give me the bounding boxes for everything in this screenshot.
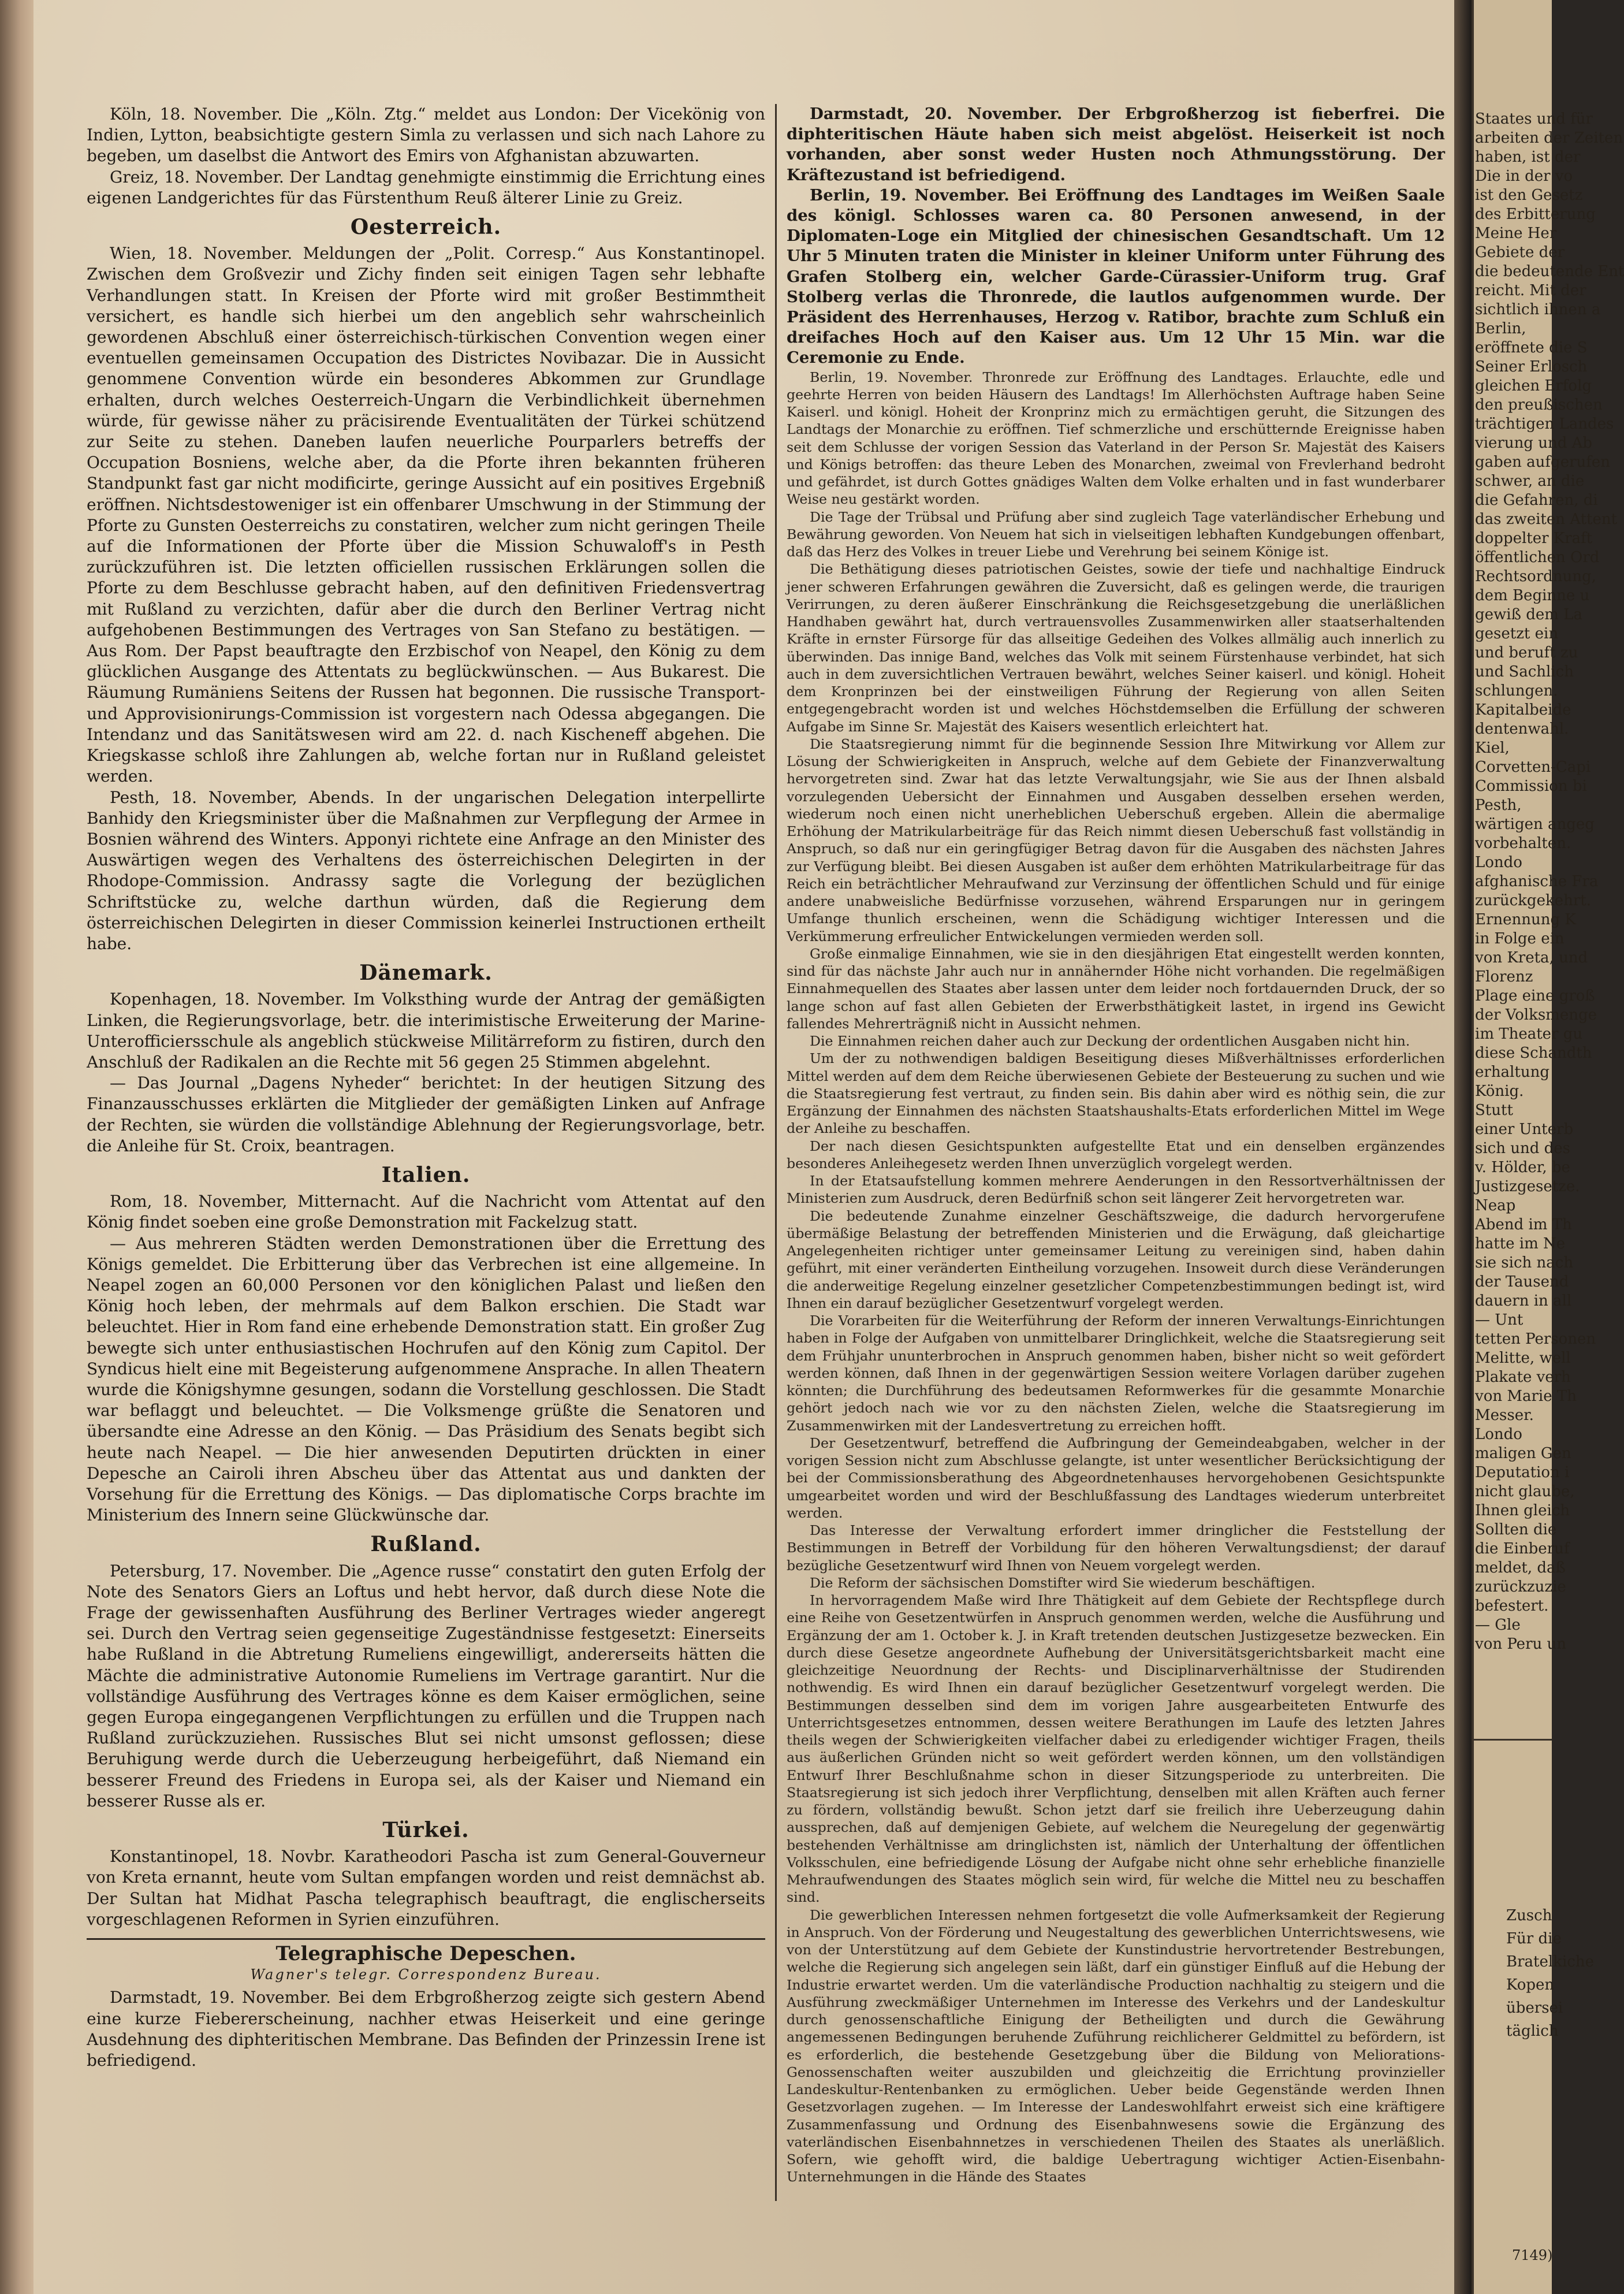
facing-page-line: der Volksmenge (1475, 1006, 1597, 1024)
book-gutter (1454, 0, 1472, 2294)
section-heading-russland: Rußland. (370, 1532, 482, 1557)
facing-page-line: gesetzt ein (1475, 625, 1559, 642)
telegrams-heading: Telegraphische Depeschen. (275, 1942, 576, 1966)
facing-page-line: das zweiten Attent (1475, 511, 1618, 528)
facing-page-line: Rechtsordnung, (1475, 568, 1596, 585)
facing-page-line: Ihnen gleich (1475, 1502, 1570, 1519)
facing-page-line: zurückgekehrt. (1475, 892, 1591, 909)
book-binding (0, 0, 33, 2294)
throne-speech-paragraph: Die gewerblichen Interessen nehmen fortgesetzt die volle Aufmerksamkeit der Regierung in Anspruch. Von der Förderung und Neugestaltung des gewerblichen Unterrichtswesens, wie von der Unterstützung auf dem Gebiete der Kunstindustrie hervortretender Bestrebungen, welche die Regierung sich angelegen sein läßt, darf ein günstiger Einfluß auf die Hebung der Industrie erwartet werden. Um die vaterländische Production nachhaltig zu steigern und die Ausführung zweckmäßiger Unternehmen im Interesse des Verkehrs und der Landeskultur durch genossenschaftliche Einigung der Betheiligten und durch die Gewährung angemessenen Bedingungen beruhende Zuführung reichlicherer Geldmittel zu befördern, ist es erforderlich, die bestehende Gesetzgebung über die Bildung von Meliorations-Genossenschaften weiter auszubilden und gleichzeitig die Errichtung provinzieller Landeskultur-Rentenbanken zu ermöglichen. Ueber beide Gegenstände werden Ihnen Gesetzvorlagen zugehen. — Im Interesse der Landeswohlfahrt erweist sich eine kräftigere Zusammenfassung und Ordnung des Eisenbahnwesens sowie die Ergänzung des vaterländischen Eisenbahnnetzes in verschiedenen Theilen des Staates als unerläßlich. Sofern, wie gehofft wird, die baldige Uebertragung wichtiger Actien-Eisenbahn-Unternehmungen in die Hände des Staates (787, 1906, 1445, 2185)
facing-page-line: Kapitalbeide (1475, 701, 1571, 719)
facing-page-line: die bedeutende Ent (1475, 263, 1624, 280)
facing-page-line: dauern in all (1475, 1292, 1572, 1310)
facing-page-line: doppelter Kraft (1475, 530, 1593, 547)
facing-page-line: öffentlichen Ord (1475, 549, 1600, 566)
facing-page-line: maligen Gen (1475, 1445, 1571, 1462)
throne-speech-paragraph: Große einmalige Einnahmen, wie sie in den diesjährigen Etat eingestellt werden konnten, sind für das nächste Jahr auch nur in annähernder Höhe nicht vorhanden. Die regelmäßigen Einnahmequellen des Staates aber lassen unter dem leider noch fortdauernden Druck, der so lange schon auf fast allen Gebieten der Erwerbsthätigkeit lastet, in irgend ins Gewicht fallendes Mehrerträgniß nicht in Aussicht nehmen. (787, 945, 1445, 1032)
facing-page-line: Plage eine groß (1475, 987, 1595, 1005)
facing-page-line: Commission bi (1475, 778, 1587, 795)
facing-page-line: vorbehalten. (1475, 835, 1571, 852)
article-koeln: Köln, 18. November. Die „Köln. Ztg.“ meldet aus London: Der Vicekönig von Indien, Lytton, beabsichtigte gestern Simla zu verlassen und sich nach Lahore zu begeben, um daselbst die Antwort des Emirs von Afghanistan abzuwarten. (87, 105, 765, 166)
facing-page-line: Die in der vo (1475, 168, 1573, 185)
article-wien: Wien, 18. November. Meldungen der „Polit. Corresp.“ Aus Konstantinopel. Zwischen dem Großvezir und Zichy finden seit einigen Tagen sehr lebhafte Verhandlungen statt. In Kreisen der Pforte wird mit großer Bestimmtheit versichert, es handle sich hierbei um den angeblich sehr wahrscheinlich gewordenen Abschluß einer österreichisch-türkischen Convention wegen einer eventuellen gemeinsamen Occupation des Districtes Novibazar. Die in Aussicht genommene Convention würde ein besonderes Abkommen zur Grundlage erhalten, durch welches Oesterreich-Ungarn die Verbindlichkeit übernehmen würde, für gewisse näher zu präcisirende Eventualitäten der Türkei schützend zur Seite zu stehen. Daneben laufen neuerliche Pourparlers betreffs der Occupation Bosniens, welche aber, da die Pforte ihren bekannten früheren Standpunkt fast gar nicht modificirte, geringe Aussicht auf ein positives Ergebniß eröffnen. Nichtsdestoweniger ist ein offenbarer Umschwung in der Stimmung der Pforte zu Gunsten Oesterreichs zu constatiren, welcher zum nicht geringen Theile auf die Informationen der Pforte über die Mission Schuwaloff's in Pesth zurückzuführen ist. Die letzten officiellen russischen Erklärungen sollen die Pforte zu dem Beschlusse gebracht haben, auf den definitiven Friedensvertrag mit Rußland zu verzichten, dafür aber die durch den Berliner Vertrag nicht aufgehobenen Bestimmungen des Vertrages von San Stefano zu bestätigen. — Aus Rom. Der Papst beauftragte den Erzbischof von Neapel, den König zu dem glücklichen Ausgange des Attentats zu beglückwünschen. — Aus Bukarest. Die Räumung Rumäniens Seitens der Russen hat begonnen. Die russische Transport- und Approvisionirungs-Commission ist vorgestern nach Odessa abgegangen. Die Intendanz und das Sanitätswesen wird am 22. d. nach Kischeneff abgehen. Die Kriegskasse schloß ihre Zahlungen ab, welche fortan nur in Rußland geleistet werden. (87, 244, 765, 786)
throne-speech-paragraph: Die Tage der Trübsal und Prüfung aber sind zugleich Tage vaterländischer Erhebung und Bewährung geworden. Von Neuem hat sich in vielseitigen lebhaften Kundgebungen offenbart, daß das Herz des Volkes in treuer Liebe und Verehrung bei seinem Könige ist. (787, 508, 1445, 560)
facing-page-line: Londo (1475, 854, 1522, 871)
section-heading-daenemark: Dänemark. (359, 961, 493, 986)
facing-page-line: einer Unterb (1475, 1121, 1574, 1138)
facing-page-line: Messer. (1475, 1407, 1534, 1424)
facing-page-line: schwer, an die (1475, 473, 1585, 490)
facing-page-line: diese Schandth (1475, 1044, 1592, 1062)
facing-page-line: Pesth, (1475, 797, 1522, 814)
facing-page-line: reicht. Mit der (1475, 282, 1586, 299)
section-heading-italien: Italien. (381, 1162, 471, 1187)
facing-page-line: Sollten die (1475, 1521, 1557, 1538)
column-rule (775, 104, 777, 2201)
left-column (87, 104, 765, 2071)
throne-speech-paragraph: Berlin, 19. November. Thronrede zur Eröffnung des Landtages. Erlauchte, edle und geehrte Herren von beiden Häusern des Landtags! Im Allerhöchsten Auftrage haben Seine Kaiserl. und königl. Hoheit der Kronprinz mich zu ermächtigen geruht, die Sitzungen des Landtags der Monarchie zu eröffnen. Tief schmerzliche und erschütternde Ereignisse haben seit dem Schlusse der vorigen Session das Vaterland in der Person Sr. Majestät des Kaisers und Königs betroffen: das theure Leben des Monarchen, zweimal von Frevlerhand bedroht und gefährdet, ist durch Gottes gnädiges Walten dem Volke erhalten und in fast wunderbarer Weise neu gestärkt worden. (787, 369, 1445, 508)
facing-page-line: Deputation i (1475, 1464, 1570, 1481)
facing-page-line: eröffnete die S (1475, 339, 1588, 356)
facing-page-line: meldet, daß (1475, 1559, 1566, 1577)
facing-page-line: v. Hölder, be (1475, 1159, 1570, 1176)
facing-page-line: Corvetten-Capi (1475, 759, 1591, 776)
facing-page-line: Berlin, (1475, 320, 1526, 337)
article-greiz: Greiz, 18. November. Der Landtag genehmigte einstimmig die Errichtung eines eigenen Landgerichtes für das Fürstenthum Reuß älterer Linie zu Greiz. (87, 167, 765, 207)
article-darmstadt-20: Darmstadt, 20. November. Der Erbgroßherzog ist fieberfrei. Die diphteritischen Häute haben sich meist abgelöst. Heiserkeit ist noch vorhanden, aber sonst weder Husten noch Athmungsstörung. Der Kräftezustand ist befriedigend. (787, 105, 1445, 184)
facing-page-line: erhaltung (1475, 1064, 1549, 1081)
facing-page-line: Neap (1475, 1197, 1516, 1214)
throne-speech-paragraph: Der nach diesen Gesichtspunkten aufgestellte Etat und ein denselben ergänzendes besonderes Anleihegesetz werden Ihnen unverzüglich vorgelegt werden. (787, 1137, 1445, 1172)
facing-page-line: täglich (1506, 2022, 1559, 2040)
facing-page-line: Meine Her (1475, 225, 1557, 242)
section-divider (87, 1938, 765, 1940)
facing-page-line: ist den Gesetz (1475, 187, 1583, 204)
facing-page-line: wärtigen angeg (1475, 816, 1595, 833)
facing-page-line: Plakate verh (1475, 1369, 1571, 1386)
facing-page-line: tetten Personen (1475, 1330, 1596, 1348)
telegrams-source: Wagner's telegr. Correspondenz Bureau. (250, 1966, 602, 1983)
facing-page-line: in Folge ein (1475, 930, 1565, 947)
facing-page-line: vierung und Ab (1475, 434, 1593, 452)
facing-page-line: Staates und für (1475, 110, 1593, 128)
facing-page-line: Londo (1475, 1426, 1522, 1443)
facing-page-line: haben, ist der (1475, 148, 1581, 166)
facing-page-line: Zusch (1506, 1907, 1552, 1924)
facing-page-line: Justizgesetze. (1475, 1178, 1580, 1195)
facing-page-line: nicht glaube, (1475, 1483, 1575, 1500)
facing-page-line: Gebiete der (1475, 244, 1565, 261)
throne-speech (787, 369, 1445, 2186)
throne-speech-paragraph: In der Etatsaufstellung kommen mehrere Aenderungen in den Ressortverhältnissen der Ministerien zum Ausdruck, deren Bedürfniß schon seit längerer Zeit hervorgetreten war. (787, 1173, 1445, 1207)
facing-page-line: arbeiten der Zeiten (1475, 129, 1623, 147)
facing-page-column-rule (1472, 0, 1474, 2294)
facing-page-line: gleichen Erfolg (1475, 377, 1592, 395)
facing-page-line: den preußischen (1475, 396, 1603, 414)
article-konstantinopel: Konstantinopel, 18. Novbr. Karatheodori Pascha ist zum General-Gouverneur von Kreta ernannt, heute vom Sultan empfangen worden und reist demnächst ab. Der Sultan hat Midhat Pascha telegraphisch beauftragt, die englischerseits vorgeschlagenen Reformen in Syrien einzuführen. (87, 1847, 765, 1929)
facing-page-line: sie sich nach (1475, 1254, 1574, 1271)
facing-page-line: und beruft zu (1475, 644, 1578, 661)
facing-page-line: die Gefahren, di (1475, 492, 1598, 509)
facing-page-line: dem Beginne u (1475, 587, 1590, 604)
facing-page-line: und Sachlich (1475, 663, 1574, 681)
facing-page-line: der Tausend (1475, 1273, 1569, 1291)
article-rom: Rom, 18. November, Mitternacht. Auf die Nachricht vom Attentat auf den König findet soeben eine große Demonstration mit Fackelzug statt. (87, 1192, 765, 1232)
facing-page-line: König. (1475, 1083, 1524, 1100)
article-pesth: Pesth, 18. November, Abends. In der ungarischen Delegation interpellirte Banhidy den Kriegsminister über die Maßnahmen zur Verpflegung der Armee in Bosnien während des Winters. Apponyi richtete eine Anfrage an den Minister des Auswärtigen wegen des Verhaltens des österreichischen Delegirten in der Rhodope-Commission. Andrassy sagte die Vorlegung der bezüglichen Schriftstücke zu, welche darthun würden, daß die Regierung dem österreichischen Delegirten in dieser Commission keinerlei Instructionen ertheilt habe. (87, 787, 765, 953)
section-heading-oesterreich: Oesterreich. (350, 215, 502, 240)
facing-page-line: Kopen (1506, 1976, 1555, 1994)
facing-page-line: von Kreta, und (1475, 949, 1588, 966)
facing-page-divider (1472, 1739, 1552, 1741)
facing-page-line: schlungen. (1475, 682, 1558, 700)
facing-page-line: von Peru un (1475, 1635, 1566, 1653)
section-heading-tuerkei: Türkei. (382, 1818, 470, 1843)
throne-speech-paragraph: Um der zu nothwendigen baldigen Beseitigung dieses Mißverhältnisses erforderlichen Mittel werden auf dem dem Reiche überwiesenen Gebiete der Besteuerung zu suchen und wie die Staatsregierung fest vertraut, zu finden sein. Bis dahin aber wird es nöthig sein, die zur Ergänzung der Einnahmen des nächsten Staatshaushalts-Etats erforderlichen Mittel im Wege der Anleihe zu beschaffen. (787, 1050, 1445, 1137)
article-darmstadt-19: Darmstadt, 19. November. Bei dem Erbgroßherzog zeigte sich gestern Abend eine kurze Fiebererscheinung, nachher etwas Heiserkeit und eine geringe Ausdehnung des diphteritischen Membrane. Das Befinden der Prinzessin Irene ist befriedigend. (87, 1988, 765, 2070)
throne-speech-paragraph: Die Einnahmen reichen daher auch zur Deckung der ordentlichen Ausgaben nicht hin. (810, 1033, 1410, 1050)
throne-speech-paragraph: Das Interesse der Verwaltung erfordert immer dringlicher die Feststellung der Bestimmungen in Betreff der Vorbildung für den höheren Verwaltungsdienst; der darauf bezügliche Gesetzentwurf wird Ihnen von Neuem vorgelegt werden. (787, 1522, 1445, 1574)
facing-page-line: gaben aufgerufen (1475, 453, 1611, 471)
facing-page-line: afghanische Fra (1475, 873, 1599, 890)
facing-page-line: sichtlich ihnen a (1475, 301, 1601, 318)
facing-page-line: Melitte, well (1475, 1349, 1571, 1367)
article-dagens-nyheder: — Das Journal „Dagens Nyheder“ berichtet: In der heutigen Sitzung des Finanzausschusses erklärten die Mitglieder der gemäßigten Linken auf Anfrage der Rechten, sie würden die vollständige Ablehnung der Regierungsvorlage, betr. die Anleihe für St. Croix, beantragen. (87, 1073, 765, 1155)
throne-speech-paragraph: Der Gesetzentwurf, betreffend die Aufbringung der Gemeindeabgaben, welcher in der vorigen Session nicht zum Abschlusse gelangte, ist unter wesentlicher Berücksichtigung der bei der Commissionsberathung des Abgeordnetenhauses hervorgehobenen Gesichtspunkte umgearbeitet worden und wird der Beschlußfassung des Landtages wiederum unterbreitet werden. (787, 1434, 1445, 1521)
facing-page-line: Für die (1506, 1930, 1562, 1947)
facing-page-line: trächtigen Landes (1475, 415, 1614, 433)
facing-page-line: sich und des (1475, 1140, 1571, 1157)
throne-speech-paragraph: Die Bethätigung dieses patriotischen Geistes, sowie der tiefe und nachhaltige Eindruck jener schweren Erfahrungen gewähren die Zuversicht, daß es gelingen werde, die traurigen Verirrungen, zu deren äußerer Einschränkung die Reichsgesetzgebung die unerläßlichen Handhaben gewährt hat, durch vertrauensvolles Zusammenwirken aller staatserhaltenden Kräfte in ernster Fürsorge für das allseitige Gedeihen des Volkes allmälig auch innerlich zu überwinden. Das innige Band, welches das Volk mit seinem Fürstenhause verbindet, hat sich auch in dem zuversichtlichen Vertrauen bewährt, welches Seiner kaiserl. und königl. Hoheit dem Kronprinzen bei der einstweiligen Führung der Regierung von allen Seiten entgegengebracht worden ist und welches Höchstdemselben die Erfüllung der schweren Aufgabe im Sinne Sr. Majestät des Kaisers wesentlich erleichtert hat. (787, 561, 1445, 735)
facing-page-line: — Gle (1475, 1616, 1521, 1634)
facing-page-line: Bratelkiche (1506, 1953, 1594, 1970)
facing-page-line: Florenz (1475, 968, 1533, 986)
facing-page-line: Seiner Erlosch (1475, 358, 1588, 375)
facing-page-line: — Unt (1475, 1311, 1524, 1329)
throne-speech-paragraph: Die Staatsregierung nimmt für die beginnende Session Ihre Mitwirkung vor Allem zur Lösung der Schwierigkeiten in Anspruch, welche auf dem Gebiete der Finanzverwaltung hervorgetreten sind. Zwar hat das letzte Verwaltungsjahr, wie Sie aus der Ihnen alsbald vorzulegenden Uebersicht der Einnahmen und Ausgaben desselben ersehen werden, wiederum noch einen nicht unerheblichen Ueberschuß ergeben. Allein die abermalige Erhöhung der Matrikularbeiträge für das Reich nimmt diesen Ueberschuß fast vollständig in Anspruch, so daß nur ein geringfügiger Betrag davon für die Ausgaben des nächsten Jahres zur Verfügung bleibt. Bei diesen Ausgaben ist außer dem erhöhten Matrikularbeitrage für das Reich ein beträchtlicher Mehraufwand zur Verzinsung der öffentlichen Schuld und für einige andere unabweisliche Bedürfnisse vorzusehen, während Ersparungen nur in geringem Umfange thunlich erscheinen, wenn die Schädigung wichtiger Interessen und die Verkümmerung erfreulicher Entwickelungen vermieden werden soll. (787, 735, 1445, 945)
facing-page-line: Ernennung K (1475, 911, 1576, 928)
article-kopenhagen: Kopenhagen, 18. November. Im Volksthing wurde der Antrag der gemäßigten Linken, die Regierungsvorlage, betr. die interimistische Erweiterung der Marine-Unterofficiersschule als angeblich stückweise Militärreform zu fistiren, durch den Anschluß der Radikalen an die Rechte mit 56 gegen 25 Stimmen abgelehnt. (87, 990, 765, 1072)
facing-page-line: von Marie Th (1475, 1388, 1577, 1405)
facing-page-line: zurückzuzie (1475, 1578, 1566, 1596)
facing-page-line: hatte im Ne (1475, 1235, 1566, 1252)
facing-page-line: Abend im Th (1475, 1216, 1572, 1233)
facing-page-line: übersei (1506, 1999, 1563, 2017)
facing-page-line: befestert. (1475, 1597, 1549, 1615)
facing-page-line: Stutt (1475, 1102, 1513, 1119)
facing-page-line: im Theater gu (1475, 1025, 1583, 1043)
article-petersburg: Petersburg, 17. November. Die „Agence russe“ constatirt den guten Erfolg der Note des Senators Giers an Loftus und hebt hervor, daß durch diese Note die Frage der gewissenhaften Ausführung des Berliner Vertrages wieder angeregt sei. Durch den Vertrag seien gegenseitige Zugeständnisse festgesetzt: Einerseits habe Rußland in die Abtretung Rumeliens eingewilligt, andererseits hätten die Mächte die administrative Autonomie Rumeliens im Vertrage garantirt. Nur die vollständige Ausführung des Vertrages könne es dem Kaiser ermöglichen, seine gegen Europa eingegangenen Verpflichtungen zu erfüllen und die Truppen nach Rußland zurückzuziehen. Russisches Blut sei nicht umsonst geflossen; diese Beruhigung werde durch die Ueberzeugung herbeigeführt, daß Niemand ein besserer Freund des Friedens in Europa sei, als der Kaiser und Niemand ein besserer Russe als er. (87, 1561, 765, 1810)
throne-speech-paragraph: Die bedeutende Zunahme einzelner Geschäftszweige, die dadurch hervorgerufene übermäßige Belastung der betreffenden Ministerien und die Erwägung, daß gleichartige Angelegenheiten richtiger unter gemeinsamer Leitung zu vereinigen sind, haben dahin geführt, mit einer veränderten Eintheilung vorzugehen. Insoweit durch diese Veränderungen die anderweitige Regelung einzelner gesetzlicher Competenzbestimmungen bedingt ist, wird Ihnen ein darauf bezüglicher Gesetzentwurf vorgelegt werden. (787, 1207, 1445, 1311)
facing-page-fragment (1472, 0, 1624, 2294)
throne-speech-paragraph: Die Vorarbeiten für die Weiterführung der Reform der inneren Verwaltungs-Einrichtungen haben in Folge der Aufgaben von unmittelbarer Dringlichkeit, welche die Staatsregierung seit dem Frühjahr ununterbrochen in Anspruch genommen haben, bisher nicht so weit gefördert werden können, daß Ihnen in der gegenwärtigen Session weitere Vorlagen darüber zugehen könnten; die Durchführung des bedeutsamen Reformwerkes für die gesammte Monarchie gehört jedoch nach wie vor zu den nächsten Zielen, welche die Staatsregierung im Zusammenwirken mit der Landesvertretung zu erreichen hofft. (787, 1313, 1445, 1434)
right-column (787, 104, 1445, 2186)
throne-speech-paragraph: Die Reform der sächsischen Domstifter wird Sie wiederum beschäftigen. (810, 1574, 1316, 1591)
facing-page-line: die Einberuf (1475, 1540, 1570, 1557)
facing-page-line: gewiß dem La (1475, 606, 1582, 623)
facing-page-line: des Erbitterung (1475, 206, 1596, 223)
article-berlin-landtag: Berlin, 19. November. Bei Eröffnung des Landtages im Weißen Saale des königl. Schlosses waren ca. 80 Personen anwesend, in der Diplomaten-Loge ein Mitglied der chinesischen Gesandtschaft. Um 12 Uhr 5 Minuten traten die Minister in kleiner Uniform unter Führung des Grafen Stolberg ein, welcher Garde-Cürassier-Uniform trug. Graf Stolberg verlas die Thronrede, die lautlos aufgenommen wurde. Der Präsident des Herrenhauses, Herzog v. Ratibor, brachte zum Schluß ein dreifaches Hoch auf den Kaiser aus. Um 12 Uhr 15 Min. war die Ceremonie zu Ende. (787, 185, 1445, 367)
article-rom-demonstrations: — Aus mehreren Städten werden Demonstrationen über die Errettung des Königs gemeldet. Die Erbitterung über das Verbrechen ist eine allgemeine. In Neapel zogen an 60,000 Personen vor den königlichen Palast und ließen den König hoch leben, der mehrmals auf dem Balkon erschien. Die Stadt war beleuchtet. Hier in Rom fand eine erhebende Demonstration statt. Ein großer Zug bewegte sich unter enthusiastischen Hochrufen auf den König zum Capitol. Der Syndicus hielt eine mit Begeisterung aufgenommene Ansprache. In allen Theatern wurde die Königshymne gesungen, sodann die Vorstellung geschlossen. Die Stadt war beflaggt und beleuchtet. — Die Volksmenge grüßte die Senatoren und übersandte eine Adresse an den König. — Das Präsidium des Senats begibt sich heute nach Neapel. — Die hier anwesenden Deputirten drückten in einer Depesche an Cairoli ihren Abscheu über das Attentat aus und dankten der Vorsehung für die Errettung des Königs. — Das diplomatische Corps brachte im Ministerium des Innern seine Glückwünsche dar. (87, 1233, 765, 1525)
page-number: 7149) (1512, 2247, 1553, 2263)
facing-page-line: Kiel, (1475, 739, 1510, 757)
facing-page-line: dentenwahl. (1475, 720, 1569, 738)
throne-speech-paragraph: In hervorragendem Maße wird Ihre Thätigkeit auf dem Gebiete der Rechtspflege durch eine Reihe von Gesetzentwürfen in Anspruch genommen werden, welche die Ausführung und Ergänzung der am 1. October k. J. in Kraft tretenden deutschen Justizgesetze bezwecken. Ein durch diese Gesetze angeordnete Aufhebung der Universitätsgerichtsbarkeit macht eine gleichzeitige Neuordnung der Rechts- und Disciplinarverhältnisse der Studirenden nothwendig. Es wird Ihnen ein darauf bezüglicher Gesetzentwurf vorgelegt werden. Die Bestimmungen desselben sind dem im vorigen Jahre ausgearbeiteten Entwurfe des Unterrichtsgesetzes entnommen, dessen weitere Berathungen im Laufe des letzten Jahres theils wegen der Schwierigkeiten vielfacher dabei zu erledigender wichtiger Fragen, theils aus äußerlichen Gründen nicht so weit gefördert werden können, um den vollständigen Entwurf Ihrer Beschlußnahme schon in dieser Sitzungsperiode zu unterbreiten. Die Staatsregierung ist sich jedoch ihrer Verpflichtung, denselben mit allen Kräften auch ferner zu fördern, vollständig bewußt. Schon jetzt darf sie freilich ihre Ueberzeugung dahin aussprechen, daß auf demjenigen Gebiete, auf welchem die Neuregelung der gegenwärtig bestehenden Verhältnisse am dringlichsten ist, nämlich der Unterhaltung der öffentlichen Volksschulen, eine befriedigende Lösung der Aufgabe nicht ohne sehr erhebliche finanzielle Mehraufwendungen des Staates möglich sein wird, für welche die Mittel neu zu beschaffen sind. (787, 1592, 1445, 1906)
